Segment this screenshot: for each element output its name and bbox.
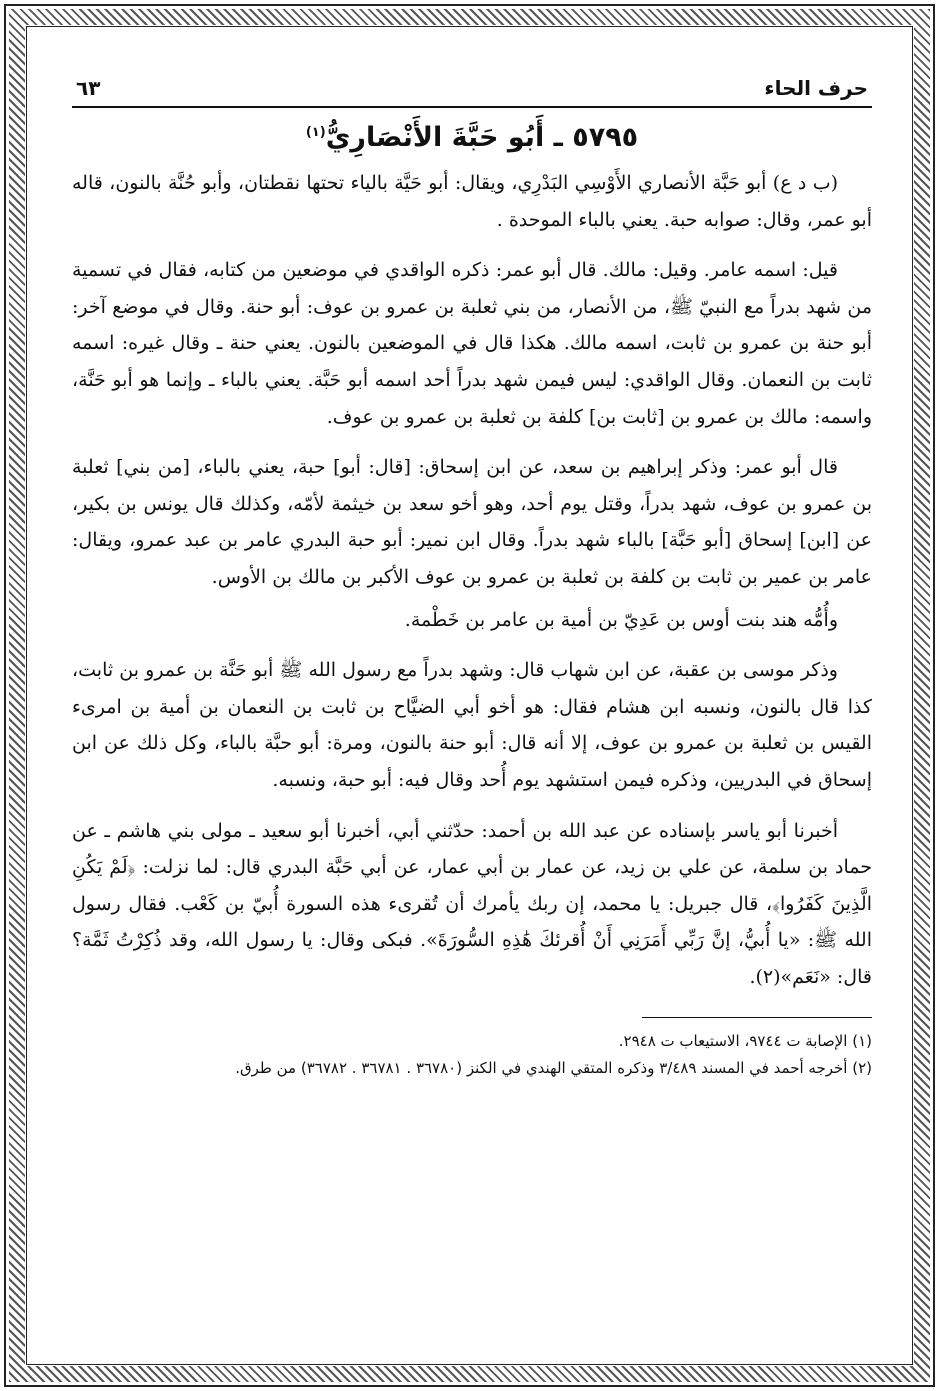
paragraph-6: أخبرنا أبو ياسر بإسناده عن عبد الله بن أحمد: حدّثني أبي، أخبرنا أبو سعيد ـ مولى بني هاشم ـ عن حماد بن سلمة، عن علي بن زيد، عن عمار بن أبي عمار، عن أبي حَبَّة البدري قال: لما نزلت: ﴿لَمْ يَكُنِ الَّذِينَ كَفَرُوا﴾، قال جبريل: يا محمد، إن ربك يأمرك أن تُقرىء هذه السورة أُبيّ بن كَعْب. فقال رسول الله ﷺ: «يا أُبيُّ، إنَّ رَبِّي أَمَرَنِي أَنْ أُقرئكَ هَٰذِهِ السُّورَةَ». فبكى وقال: يا رسول الله، وقد ذُكِرْتُ ثَمَّة؟ قال: «نَعَم»(٢).	[72, 819, 872, 988]
paragraph-4: وأُمُّه هند بنت أوس بن عَدِيّ بن أمية بن عامر بن خَطْمة.	[404, 608, 838, 631]
paragraph-2: قيل: اسمه عامر. وقيل: مالك. قال أبو عمر: ذكره الواقدي في موضعين من كتابه، فقال في تسمية من شهد بدراً مع النبيّ ﷺ، من الأنصار، من بني ثعلبة بن عمرو بن عوف: أبو حنة. وقال في موضع آخر: أبو حنة بن عمرو بن ثابت، اسمه مالك. هكذا قال في الموضعين بالنون. يعني حنة ـ وقال غيره: اسمه ثابت بن النعمان. وقال الواقدي: ليس فيمن شهد بدراً أحد اسمه أبو حَبَّة. يعني بالباء ـ وإنما هو أبو حَنَّة، واسمه: مالك بن عمرو بن [ثابت بن] كلفة بن ثعلبة بن عمرو بن عوف.	[72, 259, 872, 428]
paragraph-1: (ب د ع) أبو حَبَّة الأنصاري الأَوْسِي البَدْرِي، ويقال: أبو حَيَّة بالياء تحتها نقطتان، وأبو حُنَّة بالنون، قاله أبو عمر، وقال: صوابه حبة. يعني بالباء الموحدة .	[72, 172, 872, 231]
page-content	[72, 60, 872, 1082]
chapter-title: حرف الحاء	[764, 76, 868, 100]
page-number: ٦٣	[76, 76, 101, 100]
entry-title	[72, 122, 872, 153]
running-head	[72, 60, 872, 108]
footnote-1: (١) الإصابة ت ٩٧٤٤، الاستيعاب ت ٢٩٤٨.	[618, 1032, 872, 1051]
paragraph-5: وذكر موسى بن عقبة، عن ابن شهاب قال: وشهد بدراً مع رسول الله ﷺ أبو حَنَّة بن عمرو بن ثابت، كذا قال بالنون، ونسبه ابن هشام فقال: هو أخو أبي الضيَّاح بن ثابت بن النعمان بن أمية بن امرىء القيس بن ثعلبة بن عمرو بن عوف، إلا أنه قال: أبو حنة بالنون، ومرة: أبو حبَّة بالباء، وكل ذلك عن ابن إسحاق في البدريين، وذكره فيمن استشهد يوم أُحد وقال فيه: أبو حبة، ونسبه.	[72, 659, 872, 791]
paragraph-3: قال أبو عمر: وذكر إبراهيم بن سعد، عن ابن إسحاق: [قال: أبو] حبة، يعني بالباء، [من بني] ثعلبة بن عمرو بن عوف، شهد بدراً، وقتل يوم أحد، وهو أخو سعد بن خيثمة لأمّه، وكذلك قال يونس بن بكير، عن [ابن] إسحاق [أبو حَبَّة] بالباء شهد بدراً. وقال ابن نمير: أبو حبة البدري عامر بن عبد عمرو، ويقال: عامر بن عمير بن ثابت بن كلفة بن ثعلبة بن عمرو بن عوف الأكبر بن مالك بن الأوس.	[72, 456, 872, 588]
entry-title-text: ٥٧٩٥ ـ أَبُو حَبَّةَ الأَنْصَارِيُّ	[325, 122, 639, 153]
footnote-2: (٢) أخرجه أحمد في المسند ٣/٤٨٩ وذكره المتقي الهندي في الكنز (٣٦٧٨٠ . ٣٦٧٨١ . ٣٦٧٨٢) من طرق.	[235, 1059, 872, 1078]
footnote-divider	[642, 1017, 872, 1018]
entry-title-footnote-ref: (١)	[305, 125, 326, 140]
